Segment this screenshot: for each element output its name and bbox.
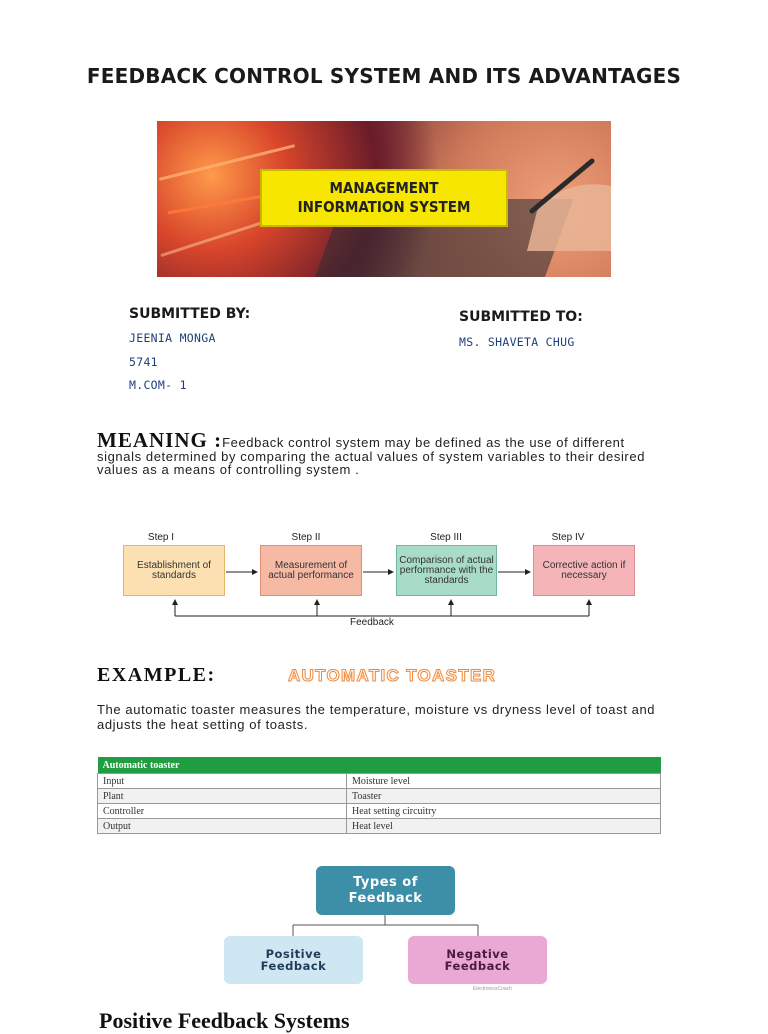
submitted-by-roll: 5741 bbox=[129, 355, 158, 369]
table-row bbox=[98, 804, 661, 819]
table-row bbox=[98, 789, 661, 804]
table-cell: Controller bbox=[98, 804, 347, 819]
example-title: AUTOMATIC TOASTER bbox=[288, 666, 497, 685]
table-cell: Plant bbox=[98, 789, 347, 804]
submitted-by-heading: SUBMITTED BY: bbox=[129, 306, 251, 322]
step-label-2: Step II bbox=[291, 532, 321, 543]
banner-image bbox=[157, 121, 611, 277]
table-cell: Toaster bbox=[347, 789, 661, 804]
meaning-text: Feedback control system may be defined as the use of different signals determined by comparing the actual values of system variables to their desired values as a means of controlling system . bbox=[97, 435, 646, 477]
submitted-by-name: JEENIA MONGA bbox=[129, 331, 216, 345]
step-label-4: Step IV bbox=[551, 532, 585, 543]
example-text: The automatic toaster measures the temperature, moisture vs dryness level of toast and adjusts the heat setting of toasts. bbox=[97, 702, 656, 732]
banner-line-1: MANAGEMENT bbox=[329, 179, 439, 197]
submitted-to-heading: SUBMITTED TO: bbox=[459, 309, 583, 325]
step-box-4: Corrective action if necessary bbox=[533, 545, 635, 596]
table-cell: Moisture level bbox=[347, 774, 661, 789]
positive-feedback-heading: Positive Feedback Systems bbox=[99, 1008, 350, 1033]
step-box-1: Establishment of standards bbox=[123, 545, 225, 596]
table-cell: Input bbox=[98, 774, 347, 789]
table-cell: Heat setting circuitry bbox=[347, 804, 661, 819]
meaning-keyword: MEANING : bbox=[97, 428, 223, 452]
table-cell: Output bbox=[98, 819, 347, 834]
step-box-3: Comparison of actual performance with the standards bbox=[396, 545, 497, 596]
meaning-paragraph bbox=[97, 428, 657, 477]
step-label-1: Step I bbox=[147, 532, 175, 543]
feedback-label: Feedback bbox=[350, 617, 394, 628]
banner-line-2: INFORMATION SYSTEM bbox=[297, 198, 471, 216]
table-row bbox=[98, 774, 661, 789]
step-label-3: Step III bbox=[430, 532, 462, 543]
banner-label bbox=[260, 169, 508, 227]
page-title: FEEDBACK CONTROL SYSTEM AND ITS ADVANTAGES bbox=[86, 64, 682, 88]
table-cell: Heat level bbox=[347, 819, 661, 834]
submitted-by-class: M.COM- 1 bbox=[129, 378, 187, 392]
submitted-to-name: MS. SHAVETA CHUG bbox=[459, 335, 575, 349]
table-row bbox=[98, 819, 661, 834]
table-header: Automatic toaster bbox=[98, 757, 661, 774]
positive-feedback-box: Positive Feedback bbox=[224, 936, 363, 984]
image-credit: ElectronicsCoach bbox=[473, 986, 512, 992]
types-of-feedback-box: Types of Feedback bbox=[316, 866, 455, 915]
negative-feedback-box: Negative Feedback bbox=[408, 936, 547, 984]
example-heading: EXAMPLE: bbox=[97, 664, 216, 686]
hand-with-pen-icon bbox=[497, 141, 611, 251]
toaster-table bbox=[97, 757, 661, 834]
step-box-2: Measurement of actual performance bbox=[260, 545, 362, 596]
